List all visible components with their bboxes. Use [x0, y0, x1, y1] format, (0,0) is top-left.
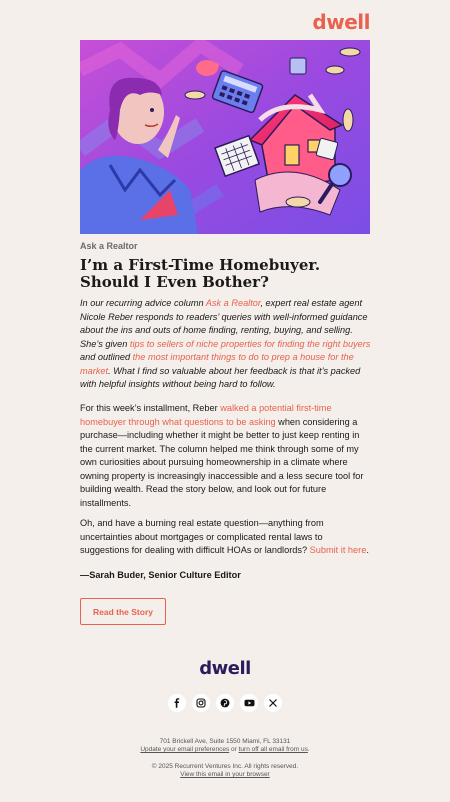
hero-illustration [80, 40, 370, 234]
first-time-homebuyer-link[interactable]: walked a potential first-time homebuyer through what questions to be asking [80, 403, 332, 427]
unsubscribe-link[interactable]: turn off all email from us [238, 746, 308, 753]
submit-question-link[interactable]: Submit it here [309, 545, 367, 555]
view-in-browser-link[interactable]: View this email in your browser [180, 771, 270, 778]
prep-house-link[interactable]: the most important things to do to prep a house for the market [80, 352, 354, 376]
pinterest-icon[interactable] [216, 694, 234, 712]
question-paragraph: Oh, and have a burning real estate question—anything from uncertainties about mortgages or complicated rental laws to suggestions for dealing with difficult HOAs or landlords? Submit it here. [80, 518, 369, 555]
ask-a-realtor-link[interactable]: Ask a Realtor [205, 298, 261, 308]
installment-paragraph: For this week’s installment, Reber walked a potential first-time homebuyer through what questions to be asking when considering a purchase—including whether it might be better to just keep renting in the current market. The column helped me think through some of my own curiosities about pursuing homeownership in a climate where owning property is increasingly inaccessible and a less secure tool for building wealth. Read the story below, and look out for future installments. [80, 403, 364, 508]
youtube-icon[interactable] [240, 694, 258, 712]
view-in-browser-line [0, 771, 450, 779]
update-preferences-link[interactable]: Update your email preferences [140, 746, 230, 753]
read-story-button[interactable]: Read the Story [80, 598, 166, 625]
x-icon[interactable] [264, 694, 282, 712]
facebook-icon[interactable] [168, 694, 186, 712]
article-title[interactable]: I’m a First-Time Homebuyer. Should I Even Bother? [80, 256, 321, 291]
dwell-footer-logo[interactable]: dwell [199, 658, 251, 679]
instagram-icon[interactable] [192, 694, 210, 712]
dwell-logo[interactable]: dwell [312, 10, 370, 34]
editor-signoff: —Sarah Buder, Senior Culture Editor [80, 570, 241, 580]
copyright-text: © 2025 Recurrent Ventures Inc. All rights reserved. [151, 763, 299, 770]
article-category: Ask a Realtor [80, 241, 138, 251]
intro-paragraph: In our recurring advice column Ask a Realtor, expert real estate agent Nicole Reber responds to readers’ queries with well-informed guidance about the ins and outs of home finding, renting, buying, and selling. She’s given tips to sellers of niche properties for finding the right buyers and outlined the most important things to do to prep a house for the market. What I find so valuable about her feedback is that it’s packed with helpful insights without being hard to follow. [80, 298, 371, 389]
email-preferences-line: Update your email preferences or turn off all email from us. [140, 746, 310, 753]
social-links [168, 694, 282, 712]
company-address: 701 Brickell Ave, Suite 1550 Miami, FL 33131 [159, 738, 291, 745]
niche-properties-link[interactable]: tips to sellers of niche properties for finding the right buyers [129, 338, 371, 349]
